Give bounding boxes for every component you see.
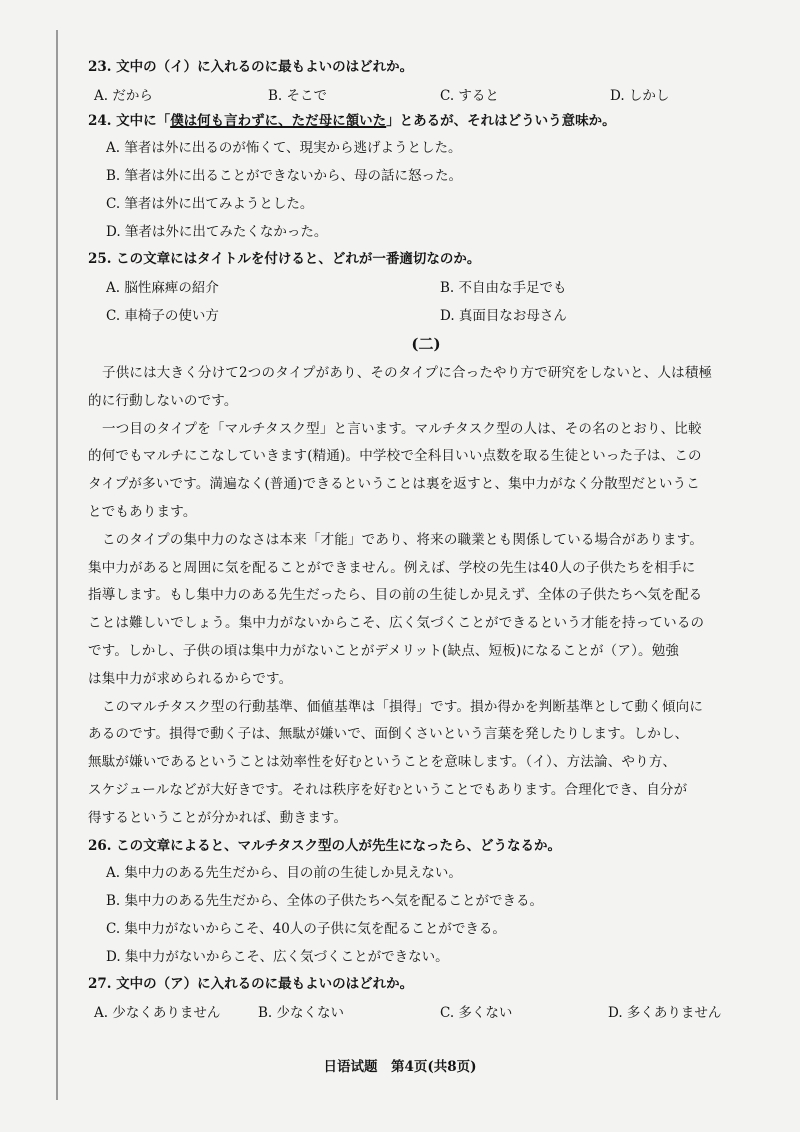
- quoted-phrase: 僕は何も言わずに、ただ母に頷いた: [170, 113, 387, 129]
- exam-page: [88, 56, 764, 1027]
- page-footer: 日语试题 第4页(共8页): [323, 1059, 477, 1075]
- question-26-stem: 26. この文章によると、マルチタスク型の人が先生になったら、どうなるか。: [88, 837, 562, 854]
- q25-option-c: C. 車椅子の使い方: [106, 308, 219, 324]
- question-23-options: [88, 82, 764, 110]
- passage-line: 的に行動しないのです。: [88, 392, 238, 409]
- passage-line: とでもあります。: [88, 503, 197, 520]
- question-23-stem: 23. 文中の（イ）に入れるのに最もよいのはどれか。: [88, 59, 414, 75]
- passage-line: タイプが多いです。満遍なく(普通)できるということは裏を返すと、集中力がなく分散型だというこ: [88, 476, 700, 493]
- q26-option-c: C. 集中力がないからこそ、40人の子供に気を配ることができる。: [106, 920, 506, 937]
- passage-line: スケジュールなどが大好きです。それは秩序を好むということでもあります。合理化でき、自分が: [88, 781, 688, 798]
- q24-option-b: B. 筆者は外に出ることができないから、母の話に怒った。: [106, 168, 463, 184]
- passage-line: このマルチタスク型の行動基準、価値基準は「損得」です。損か得かを判断基準として動く傾向に: [102, 698, 704, 715]
- q24-option-a: A. 筆者は外に出るのが怖くて、現実から逃げようとした。: [106, 140, 462, 156]
- q25-option-b: B. 不自由な手足でも: [440, 280, 567, 296]
- q26-option-b: B. 集中力のある先生だから、全体の子供たちへ気を配ることができる。: [106, 892, 544, 909]
- q27-option-b: B. 少なくない: [258, 1004, 345, 1021]
- question-25-options-row1: [88, 274, 764, 302]
- q23-option-a: A. だから: [94, 88, 153, 104]
- passage-line: 的何でもマルチにこなしていきます(精通)。中学校で全科目いい点数を取る生徒といった子は、この: [88, 448, 702, 465]
- q23-option-b: B. そこで: [268, 88, 328, 104]
- q27-option-c: C. 多くない: [440, 1004, 513, 1021]
- q27-option-a: A. 少なくありません: [94, 1004, 221, 1021]
- reading-passage: [88, 360, 764, 833]
- passage-line: 集中力があると周囲に気を配ることができません。例えば、学校の先生は40人の子供たちを相手に: [88, 559, 696, 576]
- question-25-stem: 25. この文章にはタイトルを付けると、どれが一番適切なのか。: [88, 251, 481, 267]
- q25-option-a: A. 脳性麻痺の紹介: [106, 280, 219, 296]
- passage-line: です。しかし、子供の頃は集中力がないことがデメリット(缺点、短板)になることが（ア）。勉強: [88, 642, 680, 659]
- q23-option-d: D. しかし: [610, 88, 670, 104]
- question-25-options-row2: [88, 302, 764, 330]
- q23-option-c: C. すると: [440, 88, 499, 104]
- q25-option-d: D. 真面目なお母さん: [440, 308, 567, 324]
- passage-line: このタイプの集中力のなさは本来「才能」であり、将来の職業とも関係している場合があります。: [102, 531, 704, 548]
- q27-option-d: D. 多くありません: [608, 1004, 722, 1021]
- question-27-stem: 27. 文中の（ア）に入れるのに最もよいのはどれか。: [88, 975, 414, 992]
- passage-line: 指導します。もし集中力のある先生だったら、目の前の生徒しか見えず、全体の子供たちへ気を配る: [88, 587, 703, 604]
- passage-line: は集中力が求められるからです。: [88, 670, 293, 687]
- question-24-stem: 24. 文中に「僕は何も言わずに、ただ母に頷いた」とあるが、それはどういう意味か。: [88, 113, 616, 129]
- question-27-options: [88, 999, 764, 1027]
- passage-line: 子供には大きく分けて2つのタイプがあり、そのタイプに合ったやり方で研究をしないと、人は積極: [102, 365, 713, 381]
- passage-line: 一つ目のタイプを「マルチタスク型」と言います。マルチタスク型の人は、その名のとおり、比較: [102, 420, 702, 437]
- section-title: (二): [411, 335, 441, 353]
- q26-option-d: D. 集中力がないからこそ、広く気づくことができない。: [106, 948, 449, 965]
- passage-line: 得するということが分かれば、動きます。: [88, 809, 348, 826]
- passage-line: 無駄が嫌いであるということは効率性を好むということを意味します。（イ）、方法論、やり方、: [88, 754, 677, 771]
- margin-line: [56, 30, 58, 1100]
- passage-line: ことは難しいでしょう。集中力がないからこそ、広く気づくことができるという才能を持っているの: [88, 615, 705, 632]
- q26-option-a: A. 集中力のある先生だから、目の前の生徒しか見えない。: [106, 864, 462, 881]
- q24-option-c: C. 筆者は外に出てみようとした。: [106, 196, 314, 212]
- passage-line: あるのです。損得で動く子は、無駄が嫌いで、面倒くさいという言葉を発したりします。しかし、: [88, 726, 689, 743]
- q24-option-d: D. 筆者は外に出てみたくなかった。: [106, 224, 328, 240]
